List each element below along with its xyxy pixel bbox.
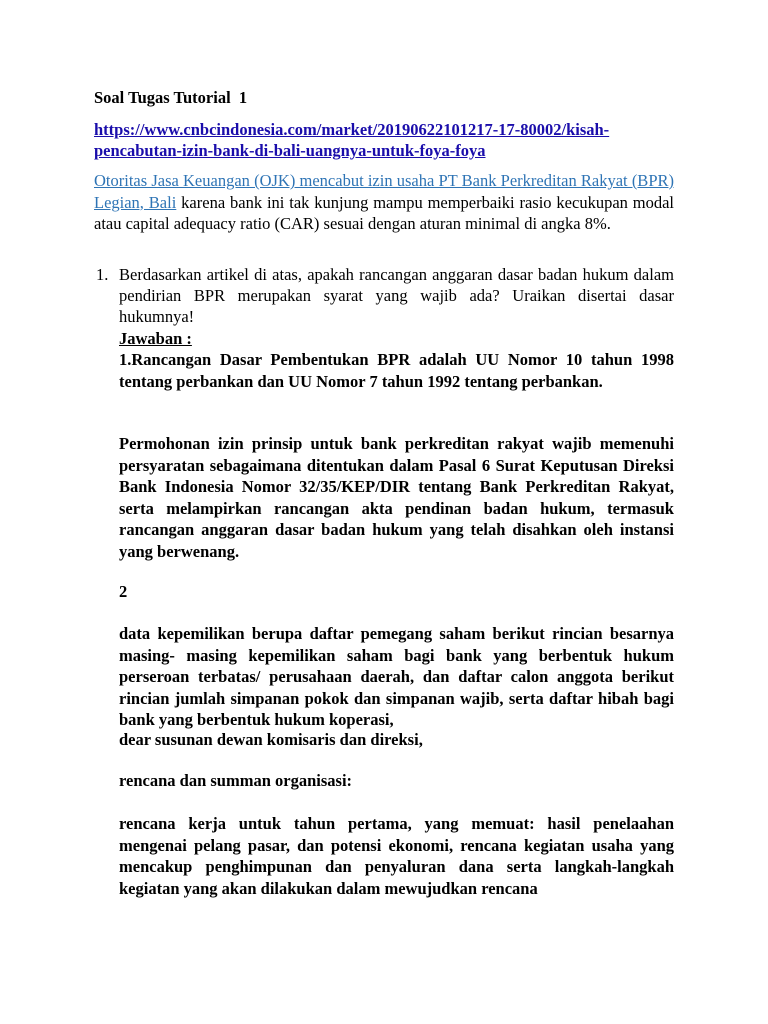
- article-link-line1[interactable]: https://www.cnbcindonesia.com/market/20190622101217-17-80002/kisah-: [94, 120, 610, 139]
- article-link-line2[interactable]: pencabutan-izin-bank-di-bali-uangnya-untuk-foya-foya: [94, 141, 486, 160]
- article-summary: [94, 170, 674, 235]
- answer-paragraph-4: rencana dan summan organisasi:: [119, 771, 353, 790]
- question-text: Berdasarkan artikel di atas, apakah rancangan anggaran dasar badan hukum dalam pendirian BPR merupakan syarat yang wajib ada? Uraikan disertai dasar hukumnya!: [119, 265, 674, 326]
- answer-paragraph-3: data kepemilikan berupa daftar pemegang saham berikut rincian besarnya masing- masing kepemilikan saham bagi bank yang berbentuk hukum perseroan terbatas/ perusahaan daerah, dan daftar calon anggota berikut rincian jumlah simpanan pokok dan simpanan wajib, serta daftar hibah bagi bank yang berbentuk hukum koperasi,: [119, 624, 674, 729]
- document-title: Soal Tugas Tutorial 1: [94, 88, 248, 107]
- answer-paragraph-1: 1.Rancangan Dasar Pembentukan BPR adalah UU Nomor 10 tahun 1998 tentang perbankan dan UU Nomor 7 tahun 1992 tentang perbankan.: [119, 350, 674, 391]
- ojk-link[interactable]: Otoritas Jasa Keuangan (OJK) mencabut izin usaha PT Bank Perkreditan Rakyat (BPR) Legian, Bali: [94, 171, 674, 212]
- article-summary-text: karena bank ini tak kunjung mampu memperbaiki rasio kecukupan modal atau capital adequacy ratio (CAR) sesuai dengan aturan minimal di angka 8%.: [94, 192, 675, 233]
- answer-number-2: 2: [119, 582, 128, 601]
- answer-paragraph-2: Permohonan izin prinsip untuk bank perkreditan rakyat wajib memenuhi persyaratan sebagaimana ditentukan dalam Pasal 6 Surat Keputusan Direksi Bank Indonesia Nomor 32/35/KEP/DIR tentang Bank Perkreditan Rakyat, serta melampirkan rancangan akta pendinan badan hukum, termasuk rancangan anggaran dasar badan hukum yang telah disahkan oleh instansi yang berwenang.: [119, 434, 674, 561]
- jawaban-label: Jawaban :: [119, 329, 192, 348]
- answer-paragraph-5: rencana kerja untuk tahun pertama, yang memuat: hasil penelaahan mengenai pelang pasar, dan potensi ekonomi, rencana kegiatan usaha yang mencakup penghimpunan dan penyaluran dana serta langkah-langkah kegiatan yang akan dilakukan dalam mewujudkan rencana: [119, 814, 674, 898]
- question-number: 1.: [96, 265, 109, 284]
- answer-paragraph-3-last: dear susunan dewan komisaris dan direksi,: [119, 730, 423, 749]
- article-link[interactable]: [94, 119, 679, 161]
